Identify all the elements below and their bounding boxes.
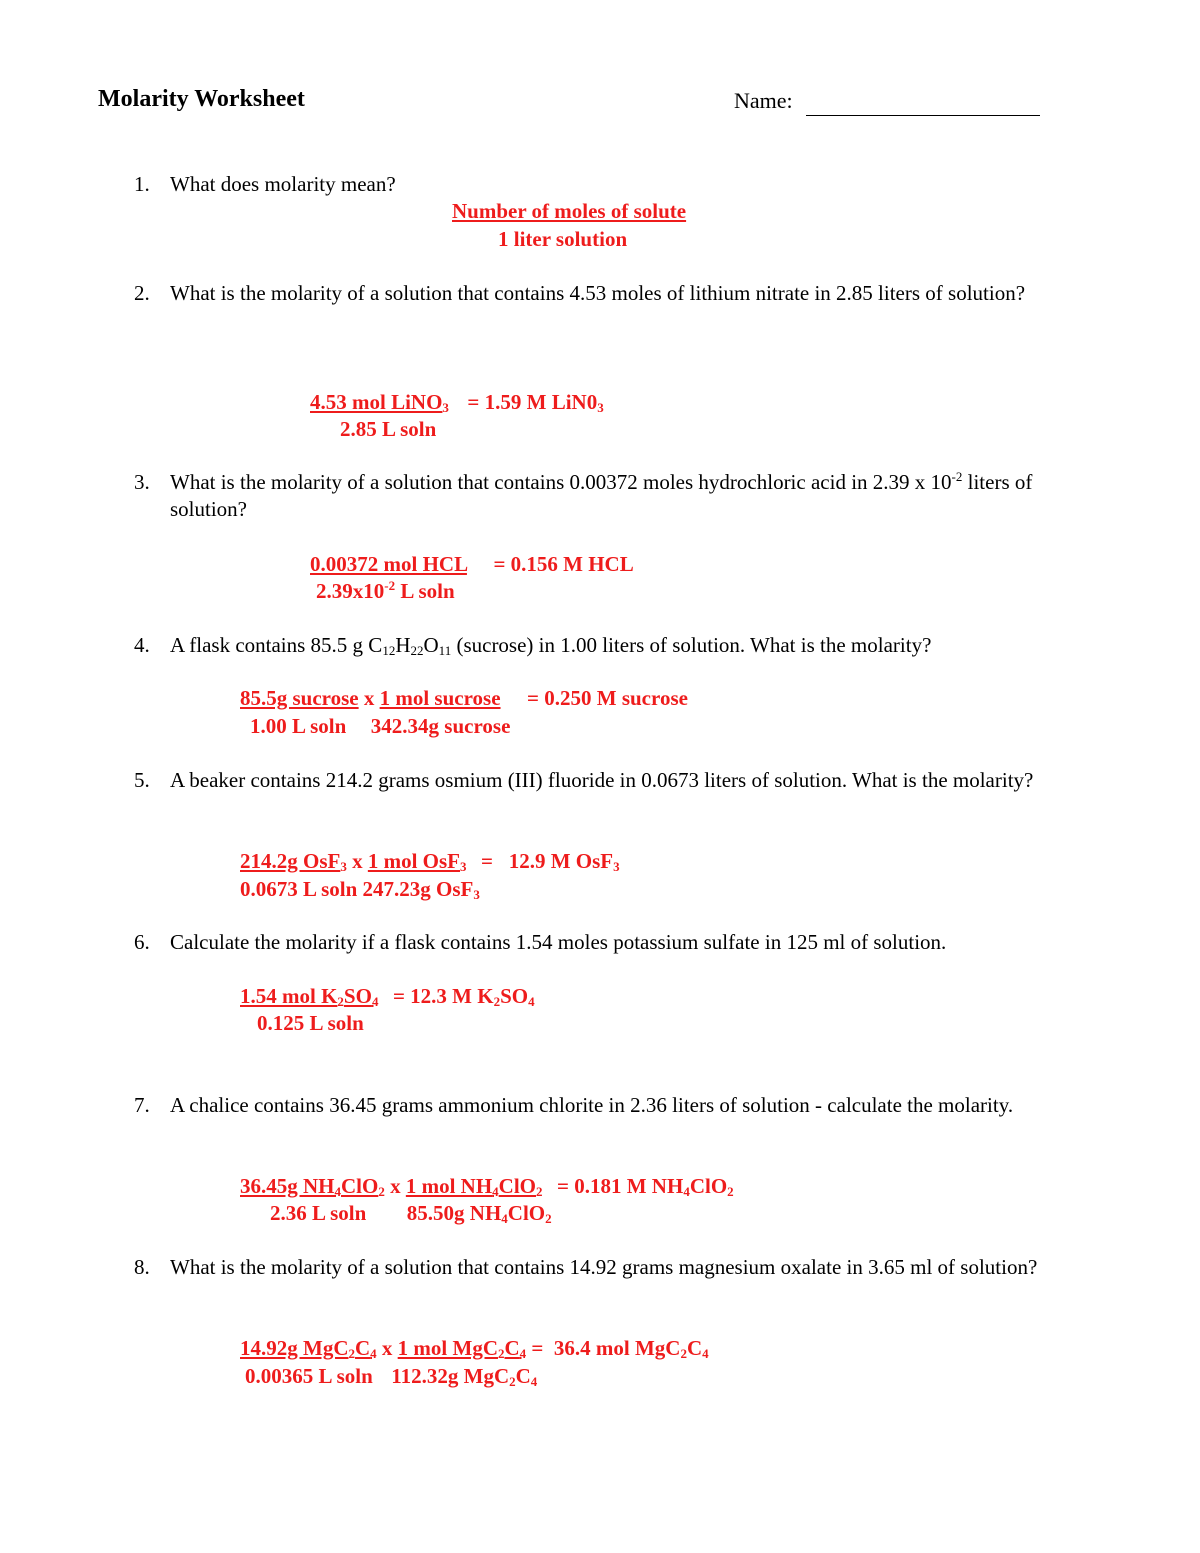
answer-result: = 1.59 M $LiN0_3$ xyxy=(467,390,604,415)
answer-numerator-2: 1 mol sucrose xyxy=(379,686,501,710)
answer-result: = 36.4 mol $MgC_2C_4$ xyxy=(531,1336,709,1361)
answer-result: = 0.181 M $NH_4ClO_2$ xyxy=(557,1174,734,1199)
answer-numerator-2: 1 mol $MgC_2C_4$ xyxy=(397,1336,527,1361)
answer-numerator-2: 1 mol OsF$_3$ xyxy=(367,849,467,874)
question-number: 3. xyxy=(134,470,150,494)
question-number: 2. xyxy=(134,281,150,305)
answer-denominator-1: 1.00 L soln xyxy=(250,714,347,738)
answer-denominator-1: 0.0673 L soln xyxy=(240,877,358,901)
question-number: 5. xyxy=(134,768,150,792)
multiply-sign: x xyxy=(363,686,375,710)
question-text: What is the molarity of a solution that contains 14.92 grams magnesium oxalate in 3.65 ml of solution? xyxy=(170,1255,1038,1279)
answer-8-equation xyxy=(240,1335,709,1362)
answer-result: = 12.9 M OsF$_3$ xyxy=(481,849,620,874)
question-text: What does molarity mean? xyxy=(170,172,396,196)
question-2 xyxy=(134,280,1064,307)
question-number: 8. xyxy=(134,1255,150,1279)
question-text: What is the molarity of a solution that contains 0.00372 moles hydrochloric acid in 2.39 x $10^{-2}$ liters of solution? xyxy=(170,469,1033,521)
answer-4-denominator xyxy=(250,713,510,740)
answer-8-denominator xyxy=(245,1363,537,1390)
question-4 xyxy=(134,632,1064,659)
question-3 xyxy=(134,469,1064,523)
answer-7-denominator xyxy=(270,1200,552,1227)
answer-1-line2: 1 liter solution xyxy=(498,227,628,251)
question-5 xyxy=(134,767,1064,794)
question-1 xyxy=(134,171,1064,198)
answer-numerator-1: 85.5g sucrose xyxy=(240,686,359,710)
answer-6-equation xyxy=(240,983,535,1010)
question-6 xyxy=(134,929,1064,956)
question-number: 6. xyxy=(134,930,150,954)
question-number: 4. xyxy=(134,633,150,657)
answer-result: = 0.156 M HCL xyxy=(493,552,634,576)
answer-denominator-2: 247.23g OsF$_3$ xyxy=(362,877,480,902)
answer-6-denominator: 0.125 L soln xyxy=(257,1011,364,1035)
multiply-sign: x xyxy=(352,849,363,873)
answer-5-denominator xyxy=(240,876,480,903)
answer-numerator-1: 36.45g $NH_4ClO_2$ xyxy=(240,1174,385,1199)
answer-denominator-1: 2.36 L soln xyxy=(270,1201,367,1225)
answer-numerator: 0.00372 mol HCL xyxy=(310,552,467,576)
answer-numerator: 1.54 mol $K_2SO_4$ xyxy=(240,984,379,1009)
answer-numerator-1: 14.92g $MgC_2C_4$ xyxy=(240,1336,377,1361)
answer-result: = 0.250 M sucrose xyxy=(527,686,688,710)
question-text: What is the molarity of a solution that contains 4.53 moles of lithium nitrate in 2.85 liters of solution? xyxy=(170,281,1026,305)
answer-7-equation xyxy=(240,1173,734,1200)
answer-denominator-2: 112.32g $MgC_2C_4$ xyxy=(391,1364,538,1389)
multiply-sign: x xyxy=(381,1336,393,1360)
question-text: A flask contains 85.5 g $C_{12}H_{22}O_{11}$ (sucrose) in 1.00 liters of solution. What is the molarity? xyxy=(170,633,932,658)
answer-1-line1: Number of moles of solute xyxy=(452,199,687,223)
answer-2-equation xyxy=(310,389,604,416)
question-number: 1. xyxy=(134,172,150,196)
answer-denominator-2: 342.34g sucrose xyxy=(370,714,511,738)
multiply-sign: x xyxy=(390,1174,401,1198)
name-label: Name: xyxy=(734,88,793,113)
answer-numerator-1: 214.2g OsF$_3$ xyxy=(240,849,347,874)
answer-3-equation xyxy=(310,551,634,578)
name-blank-line xyxy=(806,115,1040,116)
answer-numerator-2: 1 mol $NH_4ClO_2$ xyxy=(405,1174,543,1199)
page-title: Molarity Worksheet xyxy=(98,86,305,112)
answer-denominator-1: 0.00365 L soln xyxy=(245,1364,373,1388)
question-text: A chalice contains 36.45 grams ammonium chlorite in 2.36 liters of solution - calculate the molarity. xyxy=(170,1093,1014,1117)
answer-numerator: 4.53 mol LiNO$_3$ xyxy=(310,390,449,415)
question-text: A beaker contains 214.2 grams osmium (III) fluoride in 0.0673 liters of solution. What is the molarity? xyxy=(170,768,1034,792)
answer-3-denominator: $2.39x10^{-2}$ L soln xyxy=(316,578,455,603)
answer-5-equation xyxy=(240,848,620,875)
question-text: Calculate the molarity if a flask contains 1.54 moles potassium sulfate in 125 ml of solution. xyxy=(170,930,947,954)
question-8 xyxy=(134,1254,1064,1281)
answer-denominator-2: 85.50g $NH_4ClO_2$ xyxy=(406,1201,552,1226)
answer-2-denominator: 2.85 L soln xyxy=(340,417,437,441)
answer-result: = 12.3 M $K_2SO_4$ xyxy=(392,984,535,1009)
question-7 xyxy=(134,1092,1064,1119)
answer-4-equation xyxy=(240,685,688,712)
question-number: 7. xyxy=(134,1093,150,1117)
